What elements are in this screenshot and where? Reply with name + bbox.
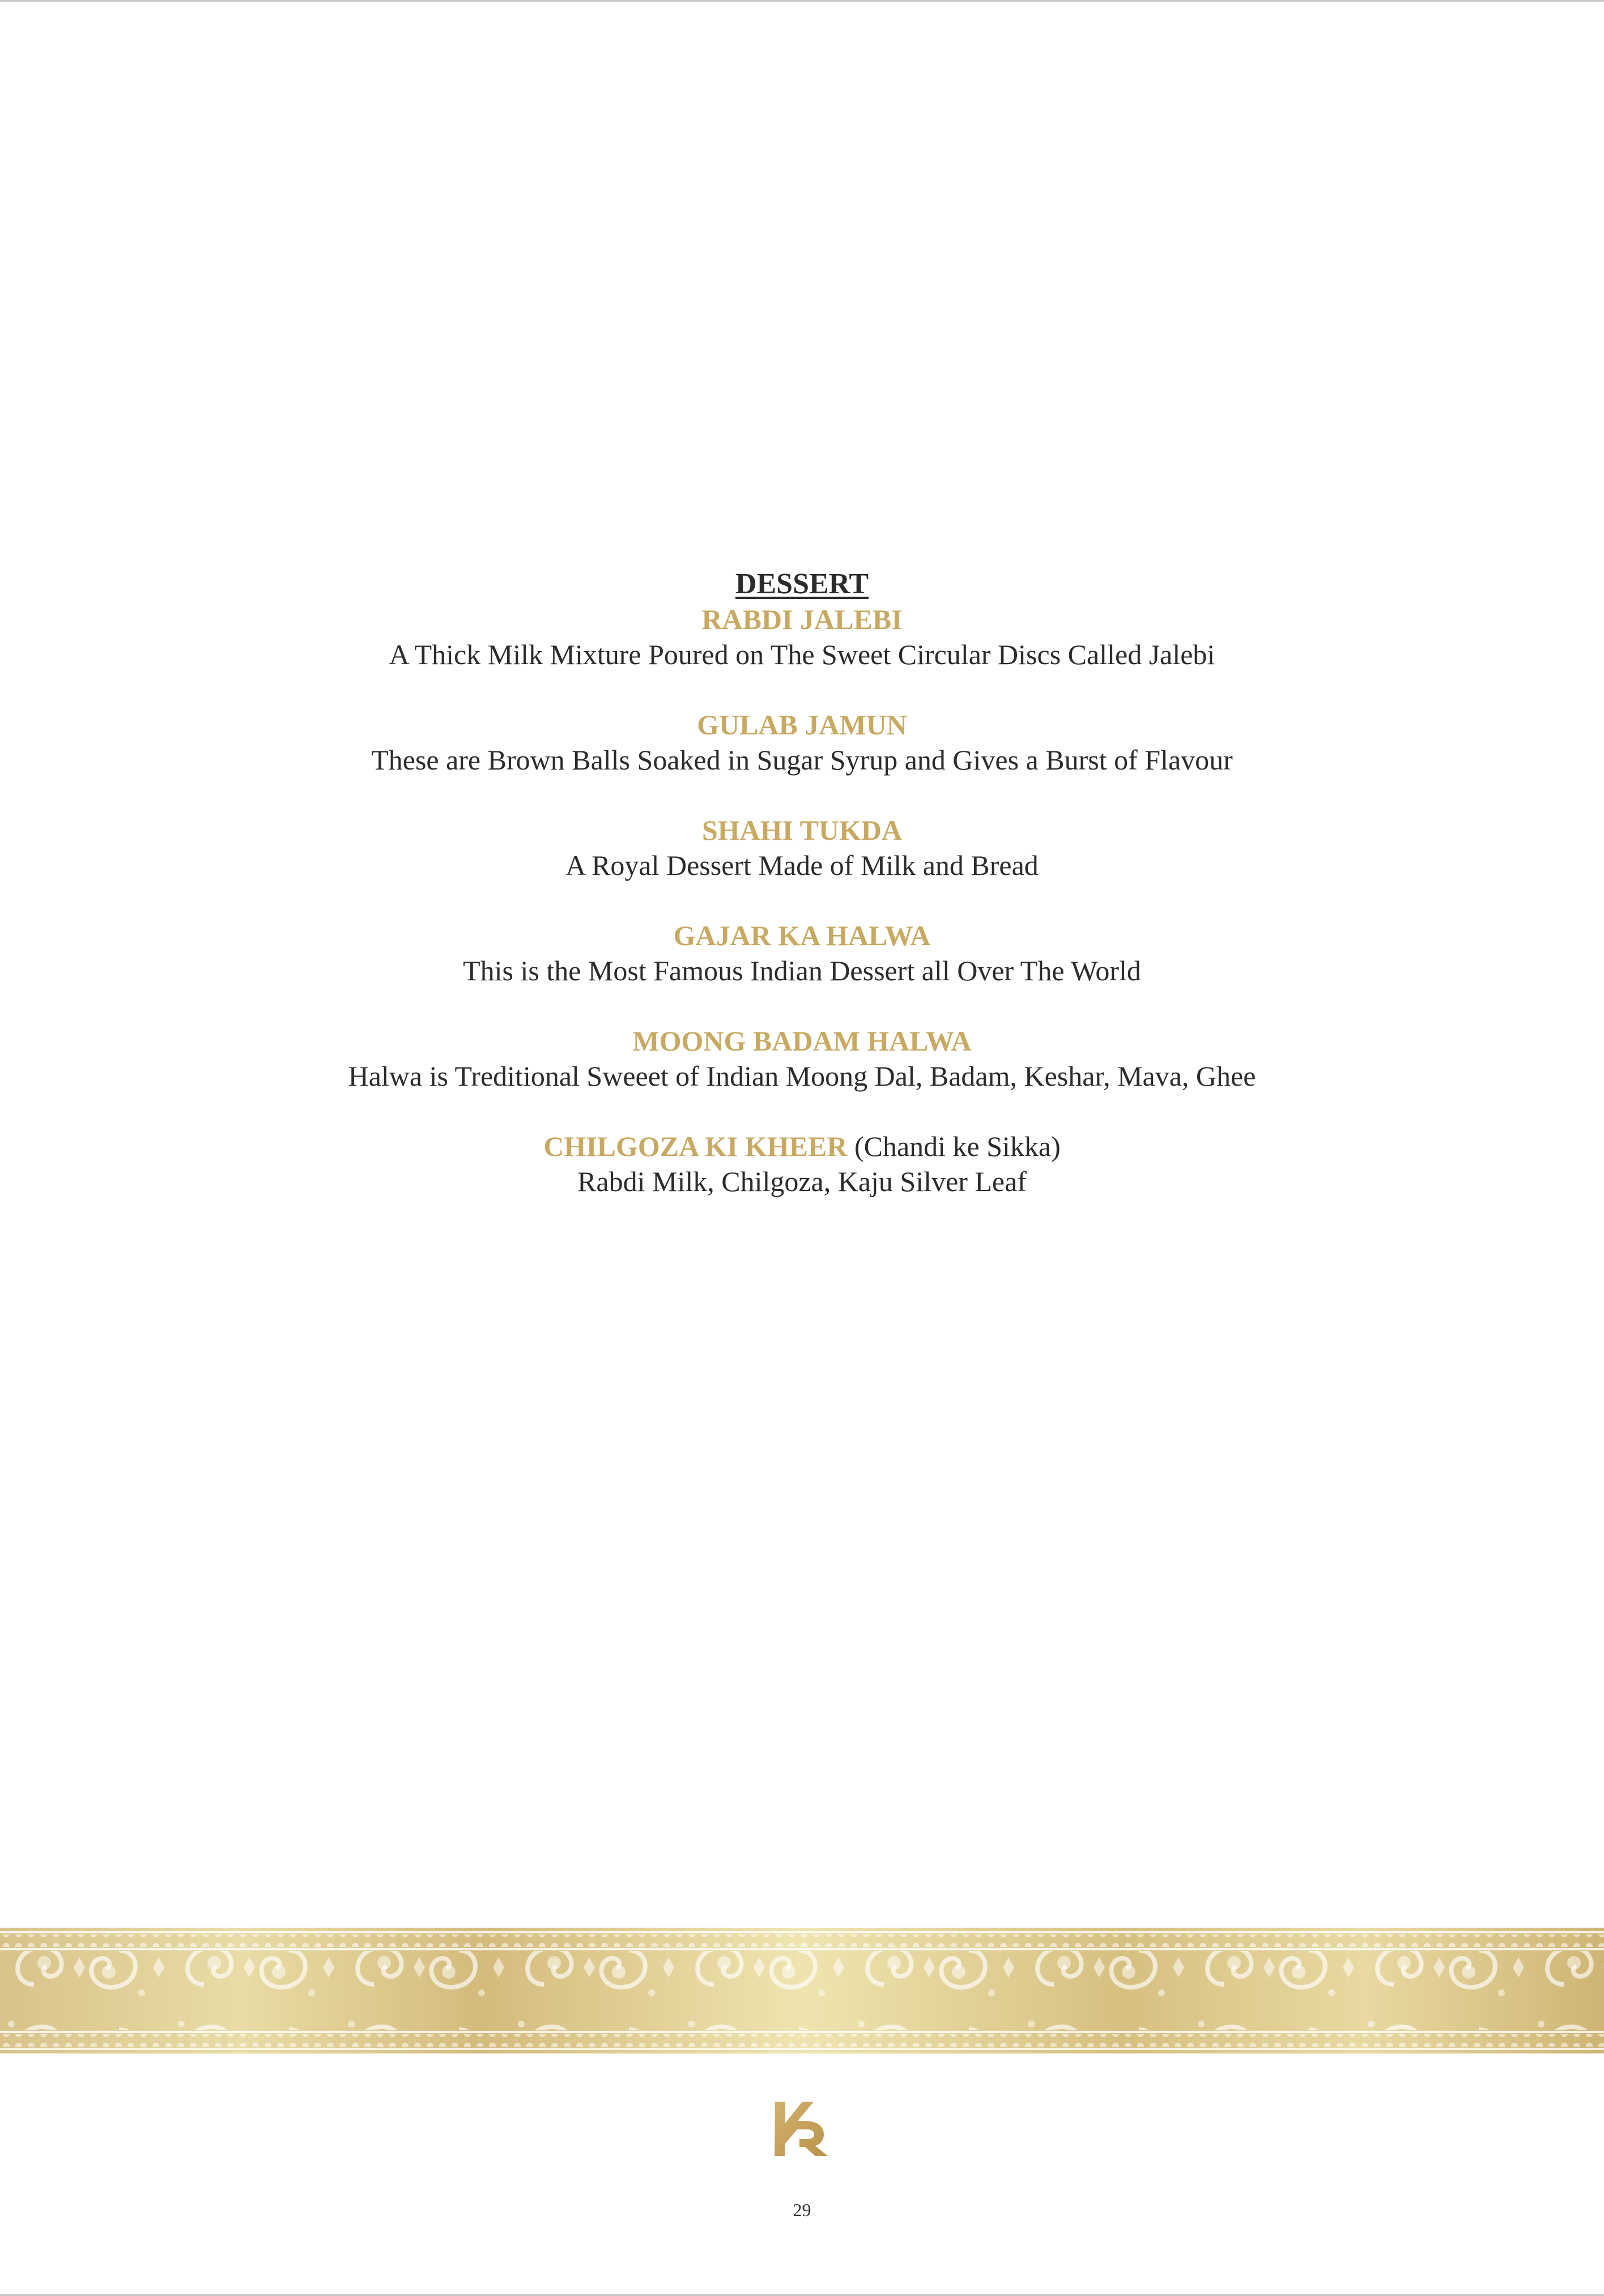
menu-item-moong-badam-halwa <box>0 1023 1604 1094</box>
section-title: DESSERT <box>735 568 869 600</box>
menu-item-gajar-ka-halwa <box>0 918 1604 988</box>
gold-paisley-border-icon <box>0 1928 1604 2053</box>
page-number: 29 <box>793 2200 811 2220</box>
kr-monogram-logo-icon <box>773 2099 835 2156</box>
top-rule <box>0 0 1604 2</box>
item-description: A Thick Milk Mixture Poured on The Sweet Circular Discs Called Jalebi <box>389 639 1215 670</box>
item-name: SHAHI TUKDA <box>701 814 903 846</box>
item-name: MOONG BADAM HALWA <box>632 1025 972 1057</box>
item-description: These are Brown Balls Soaked in Sugar Syrup and Gives a Burst of Flavour <box>371 744 1233 776</box>
item-name: GULAB JAMUN <box>697 709 907 741</box>
item-description: This is the Most Famous Indian Dessert all Over The World <box>463 955 1141 987</box>
item-name: GAJAR KA HALWA <box>673 920 931 951</box>
menu-item-shahi-tukda <box>0 813 1604 883</box>
item-description: Rabdi Milk, Chilgoza, Kaju Silver Leaf <box>577 1166 1027 1197</box>
item-description: A Royal Dessert Made of Milk and Bread <box>565 849 1039 881</box>
item-description: Halwa is Treditional Sweeet of Indian Moong Dal, Badam, Keshar, Mava, Ghee <box>348 1060 1256 1092</box>
item-note: (Chandi ke Sikka) <box>854 1130 1061 1162</box>
item-name: RABDI JALEBI <box>701 603 903 635</box>
menu-item-rabdi-jalebi <box>0 602 1604 672</box>
menu-item-chilgoza-ki-kheer <box>0 1129 1604 1199</box>
menu-item-gulab-jamun <box>0 707 1604 777</box>
bottom-rule <box>0 2294 1604 2296</box>
item-name: CHILGOZA KI KHEER (Chandi ke Sikka) <box>543 1130 1061 1162</box>
dessert-menu <box>0 567 1604 1234</box>
